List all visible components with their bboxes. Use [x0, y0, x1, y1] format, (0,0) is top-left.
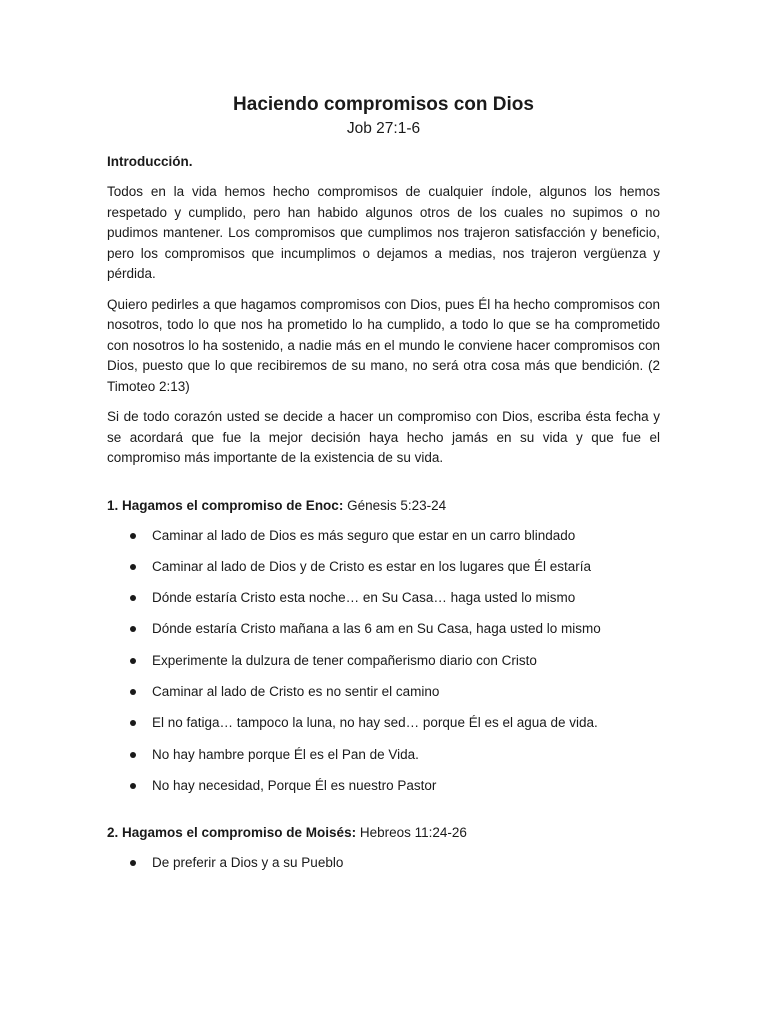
bullet-icon: [130, 752, 136, 758]
document-page: [107, 92, 660, 884]
list-item: El no fatiga… tampoco la luna, no hay sed… porque Él es el agua de vida.: [107, 713, 660, 733]
bullet-icon: [130, 626, 136, 632]
bullet-list-moises: [107, 853, 660, 873]
paragraph: Todos en la vida hemos hecho compromisos de cualquier índole, algunos los hemos respetado y cumplido, pero han habido algunos otros de los cuales no supimos o no pudimos mantener. Los compromisos que cumplimos nos trajeron satisfacción y beneficio, pero los compromisos que incumplimos o dejamos a medias, nos trajeron vergüenza y pérdida.: [107, 184, 660, 281]
bullet-list-enoc: [107, 526, 660, 796]
section-label: 2. Hagamos el compromiso de Moisés:: [107, 824, 357, 840]
scripture-reference: Job 27:1-6: [346, 120, 421, 137]
bullet-icon: [130, 658, 136, 664]
list-item: No hay hambre porque Él es el Pan de Vida.: [107, 745, 660, 765]
bullet-icon: [130, 595, 136, 601]
paragraph: Quiero pedirles a que hagamos compromisos con Dios, pues Él ha hecho compromisos con nosotros, todo lo que nos ha prometido lo ha cumplido, a todo lo que se ha comprometido con nosotros lo ha sostenido, a nadie más en el mundo le conviene hacer compromisos con Dios, puesto que lo que recibiremos de su mano, no será otra cosa más que bendición. (2 Timoteo 2:13): [107, 296, 660, 394]
list-item: Dónde estaría Cristo mañana a las 6 am en Su Casa, haga usted lo mismo: [107, 619, 660, 639]
bullet-icon: [130, 860, 136, 866]
list-item: De preferir a Dios y a su Pueblo: [107, 853, 660, 873]
list-item: Dónde estaría Cristo esta noche… en Su Casa… haga usted lo mismo: [107, 588, 660, 608]
bullet-icon: [130, 783, 136, 789]
intro-heading: Introducción.: [107, 154, 193, 169]
section-label: 1. Hagamos el compromiso de Enoc:: [107, 497, 344, 513]
list-item: Caminar al lado de Cristo es no sentir el camino: [107, 682, 660, 702]
bullet-icon: [130, 564, 136, 570]
document-title: Haciendo compromisos con Dios: [233, 94, 534, 115]
list-item: Caminar al lado de Dios es más seguro que estar en un carro blindado: [107, 526, 660, 546]
section-heading-enoc: [107, 496, 660, 516]
list-item: Caminar al lado de Dios y de Cristo es estar en los lugares que Él estaría: [107, 557, 660, 577]
bullet-icon: [130, 720, 136, 726]
section-reference: Hebreos 11:24-26: [359, 824, 467, 840]
bullet-icon: [130, 533, 136, 539]
section-reference: Génesis 5:23-24: [347, 497, 447, 513]
section-heading-moises: [107, 823, 660, 843]
paragraph: Si de todo corazón usted se decide a hacer un compromiso con Dios, escriba ésta fecha y se acordará que fue la mejor decisión haya hecho jamás en su vida y que fue el compromiso más importante de la existencia de su vida.: [107, 409, 660, 465]
list-item: Experimente la dulzura de tener compañerismo diario con Cristo: [107, 651, 660, 671]
list-item: No hay necesidad, Porque Él es nuestro Pastor: [107, 776, 660, 796]
bullet-icon: [130, 689, 136, 695]
